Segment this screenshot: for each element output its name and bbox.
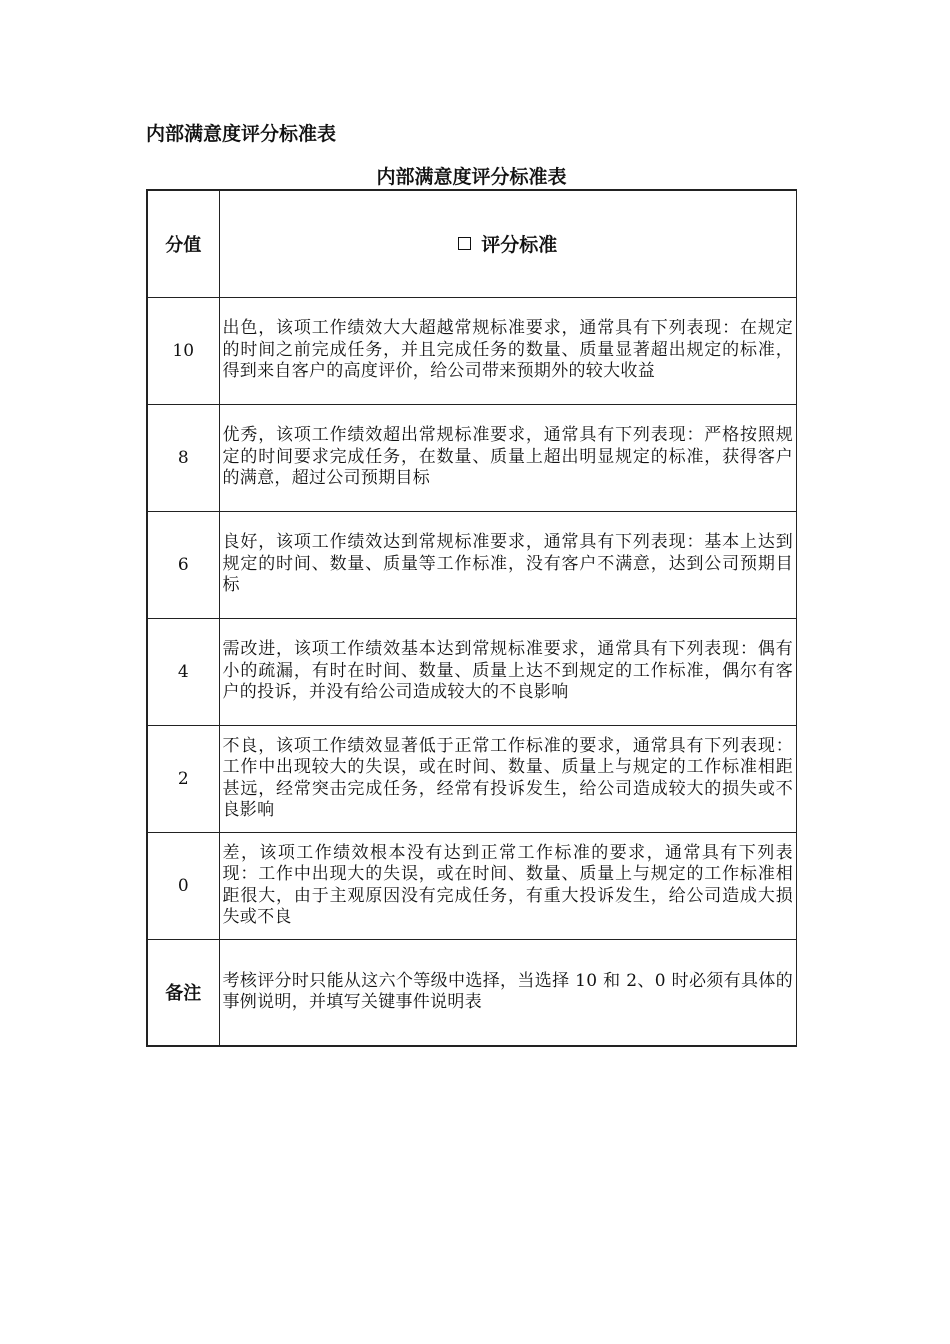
checkbox-icon [458,237,471,250]
score-cell: 0 [147,832,219,939]
criteria-cell: 出色，该项工作绩效大大超越常规标准要求，通常具有下列表现：在规定的时间之前完成任务，并且完成任务的数量、质量显著超出规定的标准，得到来自客户的高度评价，给公司带来预期外的较大收益 [219,297,797,404]
criteria-cell: 需改进，该项工作绩效基本达到常规标准要求，通常具有下列表现：偶有小的疏漏，有时在时间、数量、质量上达不到规定的工作标准，偶尔有客户的投诉，并没有给公司造成较大的不良影响 [219,618,797,725]
score-cell: 4 [147,618,219,725]
scoring-standard-table [146,189,797,1047]
table-row [147,297,797,404]
criteria-header-label: 评分标准 [481,234,558,257]
criteria-cell: 优秀，该项工作绩效超出常规标准要求，通常具有下列表现：严格按照规定的时间要求完成任务，在数量、质量上超出明显规定的标准，获得客户的满意，超过公司预期目标 [219,404,797,511]
criteria-cell: 良好，该项工作绩效达到常规标准要求，通常具有下列表现：基本上达到规定的时间、数量、质量等工作标准，没有客户不满意，达到公司预期目标 [219,511,797,618]
score-cell: 8 [147,404,219,511]
table-row [147,832,797,939]
score-cell: 2 [147,725,219,832]
table-header-row [147,190,797,297]
criteria-cell: 差，该项工作绩效根本没有达到正常工作标准的要求，通常具有下列表现：工作中出现大的失误，或在时间、数量、质量上与规定的工作标准相距很大，由于主观原因没有完成任务，有重大投诉发生，给公司造成大损失或不良 [219,832,797,939]
document-heading: 内部满意度评分标准表 [146,123,337,145]
score-cell: 6 [147,511,219,618]
table-row [147,725,797,832]
score-column-header: 分值 [147,190,219,297]
table-row [147,404,797,511]
note-label: 备注 [147,939,219,1046]
criteria-cell: 不良，该项工作绩效显著低于正常工作标准的要求，通常具有下列表现：工作中出现较大的失误，或在时间、数量、质量上与规定的工作标准相距甚远，经常突击完成任务，经常有投诉发生，给公司造成较大的损失或不良影响 [219,725,797,832]
table-row [147,511,797,618]
note-row [147,939,797,1046]
criteria-column-header [219,190,797,297]
table-title: 内部满意度评分标准表 [376,166,567,188]
score-cell: 10 [147,297,219,404]
note-text: 考核评分时只能从这六个等级中选择，当选择 10 和 2、0 时必须有具体的事例说明，并填写关键事件说明表 [219,939,797,1046]
table-row [147,618,797,725]
